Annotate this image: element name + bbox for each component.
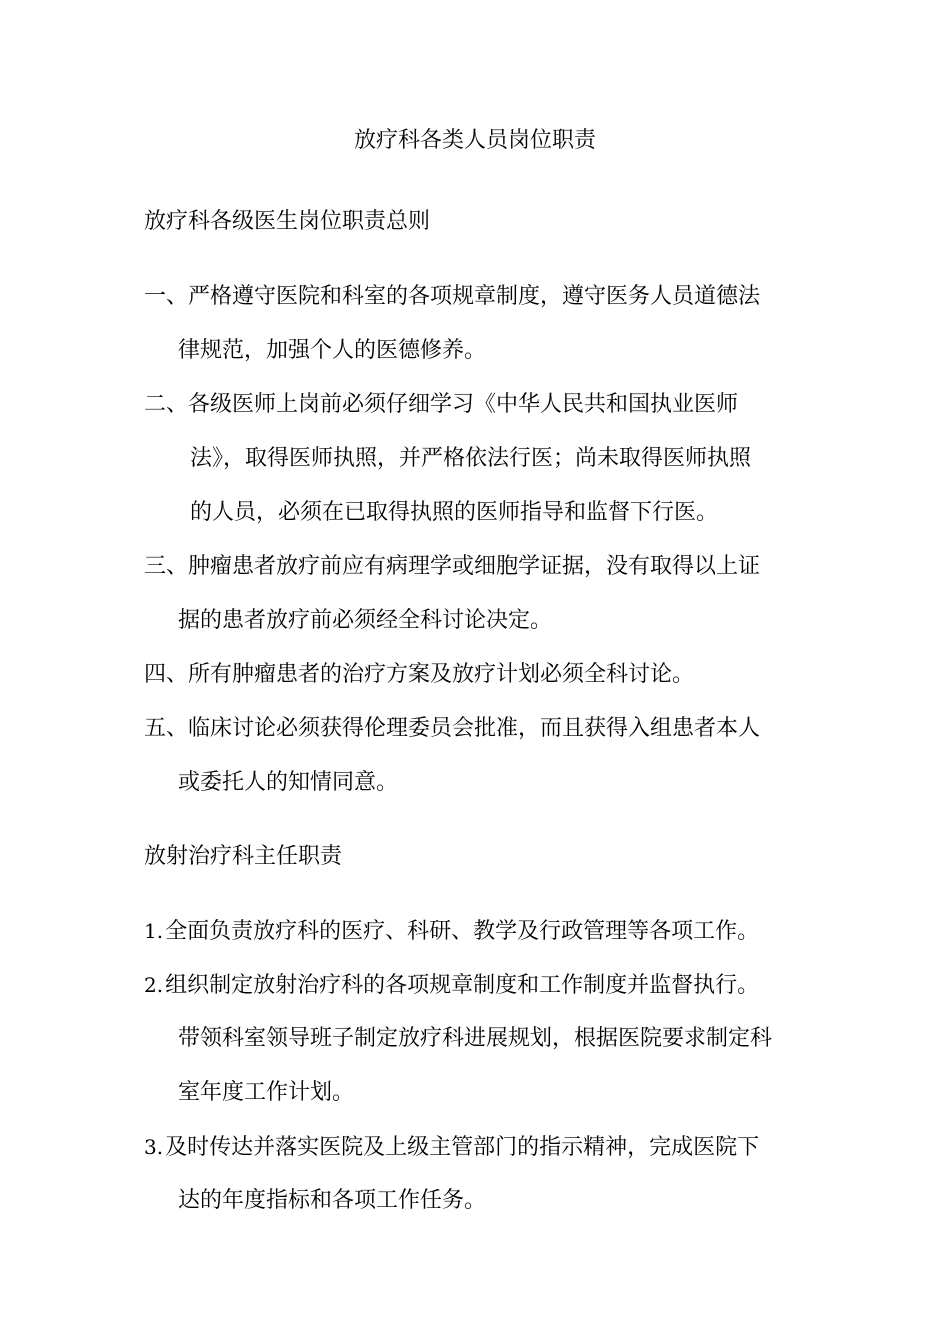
list-marker: 二、 (144, 392, 189, 417)
section-heading-director-duties: 放射治疗科主任职责 (144, 844, 343, 869)
list-item-line: 肿瘤患者放疗前应有病理学或细胞学证据，没有取得以上证 (188, 554, 761, 579)
list-item-line: 各级医师上岗前必须仔细学习《中华人民共和国执业医师 (188, 392, 739, 417)
list-item-line: 律规范，加强个人的医德修养。 (178, 338, 487, 363)
list-item-line: 组织制定放射治疗科的各项规章制度和工作制度并监督执行。 (165, 973, 760, 998)
list-item-line: 所有肿瘤患者的治疗方案及放疗计划必须全科讨论。 (188, 662, 695, 687)
list-item-line: 据的患者放疗前必须经全科讨论决定。 (178, 608, 553, 633)
list-marker: 三、 (144, 554, 189, 579)
list-item-line: 全面负责放疗科的医疗、科研、教学及行政管理等各项工作。 (165, 919, 760, 944)
list-marker: 3. (144, 1135, 164, 1159)
list-marker: 一、 (144, 284, 189, 309)
list-item-line: 临床讨论必须获得伦理委员会批准，而且获得入组患者本人 (188, 716, 761, 741)
list-item-line: 室年度工作计划。 (178, 1080, 355, 1105)
section-heading-general-duties: 放疗科各级医生岗位职责总则 (144, 209, 431, 234)
page-title: 放疗科各类人员岗位职责 (353, 128, 596, 153)
list-item-line: 带领科室领导班子制定放疗科进展规划，根据医院要求制定科 (178, 1026, 773, 1051)
list-marker: 五、 (144, 716, 189, 741)
list-item-line: 或委托人的知情同意。 (178, 770, 399, 795)
list-item-line: 的人员，必须在已取得执照的医师指导和监督下行医。 (190, 500, 719, 525)
list-marker: 2. (144, 973, 164, 997)
list-item-line: 法》，取得医师执照，并严格依法行医；尚未取得医师执照 (190, 446, 752, 471)
list-marker: 1. (144, 919, 164, 943)
list-marker: 四、 (144, 662, 189, 687)
list-item-line: 严格遵守医院和科室的各项规章制度，遵守医务人员道德法 (188, 284, 761, 309)
list-item-line: 及时传达并落实医院及上级主管部门的指示精神，完成医院下 (165, 1135, 760, 1160)
list-item-line: 达的年度指标和各项工作任务。 (178, 1188, 487, 1213)
